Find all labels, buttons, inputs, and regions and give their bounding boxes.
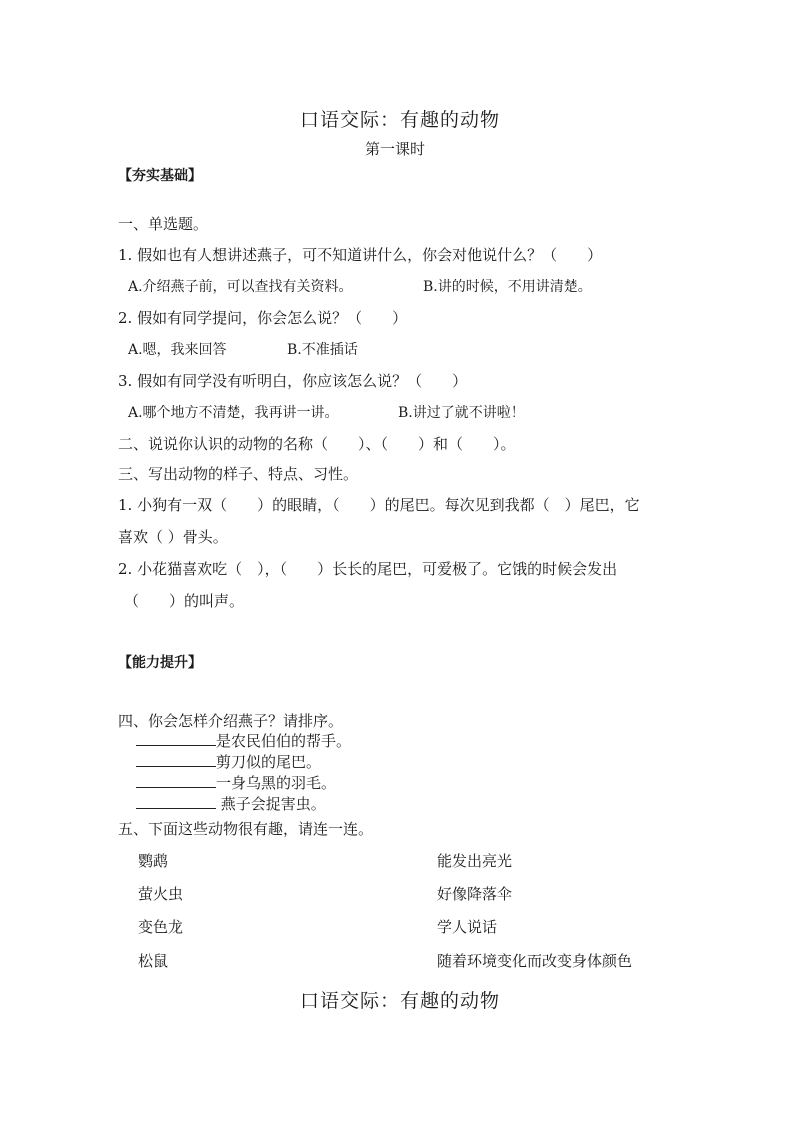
- trait-item[interactable]: 能发出亮光: [437, 852, 513, 870]
- order-item: 剪刀似的尾巴。: [136, 751, 321, 772]
- part5-title: 五、下面这些动物很有趣，请连一连。: [118, 820, 374, 838]
- answer-blank[interactable]: [136, 752, 216, 767]
- animal-item[interactable]: 萤火虫: [138, 885, 184, 903]
- question-3-option-a: A.哪个地方不清楚，我再讲一讲。: [128, 405, 339, 421]
- section-heading-advance: 【能力提升】: [118, 655, 202, 671]
- part3-title: 三、写出动物的样子、特点、习性。: [118, 465, 359, 483]
- order-item: 燕子会捉害虫。: [136, 793, 326, 814]
- part3-item2-line2: （ ）的叫声。: [124, 592, 245, 610]
- trait-item[interactable]: 学人说话: [437, 918, 498, 936]
- animal-item[interactable]: 松鼠: [138, 952, 169, 970]
- question-3: 3. 假如有同学没有听明白，你应该怎么说？（ ）: [118, 372, 468, 390]
- answer-blank[interactable]: [136, 731, 216, 746]
- question-2-option-a: A.嗯，我来回答: [128, 342, 227, 358]
- part4-title: 四、你会怎样介绍燕子？请排序。: [118, 712, 344, 730]
- part1-title: 一、单选题。: [118, 215, 209, 233]
- part3-item1-line2: 喜欢（ ）骨头。: [118, 528, 228, 546]
- footer-title: 口语交际：有趣的动物: [300, 990, 501, 1012]
- page-title: 口语交际：有趣的动物: [300, 109, 501, 131]
- part2-question: 二、说说你认识的动物的名称（ ）、（ ）和（ ）。: [118, 435, 516, 453]
- question-2: 2. 假如有同学提问，你会怎么说？（ ）: [118, 309, 408, 327]
- question-1-option-b: B.讲的时候，不用讲清楚。: [423, 279, 592, 295]
- order-item: 一身乌黑的羽毛。: [136, 772, 336, 793]
- answer-blank[interactable]: [136, 773, 216, 788]
- question-2-option-b: B.不准插话: [287, 342, 358, 358]
- animal-item[interactable]: 变色龙: [138, 918, 184, 936]
- trait-item[interactable]: 好像降落伞: [437, 885, 513, 903]
- order-item: 是农民伯伯的帮手。: [136, 730, 351, 751]
- trait-item[interactable]: 随着环境变化而改变身体颜色: [437, 952, 633, 970]
- part3-item2-line1: 2. 小花猫喜欢吃（ ），（ ）长长的尾巴，可爱极了。它饿的时候会发出: [118, 560, 618, 578]
- section-heading-basic: 【夯实基础】: [118, 168, 202, 184]
- question-1: 1. 假如也有人想讲述燕子，可不知道讲什么，你会对他说什么？（ ）: [118, 246, 603, 264]
- animal-item[interactable]: 鹦鹉: [138, 852, 169, 870]
- lesson-subtitle: 第一课时: [365, 140, 426, 158]
- question-1-option-a: A.介绍燕子前，可以查找有关资料。: [128, 279, 353, 295]
- answer-blank[interactable]: [136, 794, 216, 809]
- question-3-option-b: B.讲过了就不讲啦！: [398, 405, 525, 421]
- part3-item1-line1: 1. 小狗有一双（ ）的眼睛，（ ）的尾巴。每次见到我都（ ）尾巴，它: [118, 496, 640, 514]
